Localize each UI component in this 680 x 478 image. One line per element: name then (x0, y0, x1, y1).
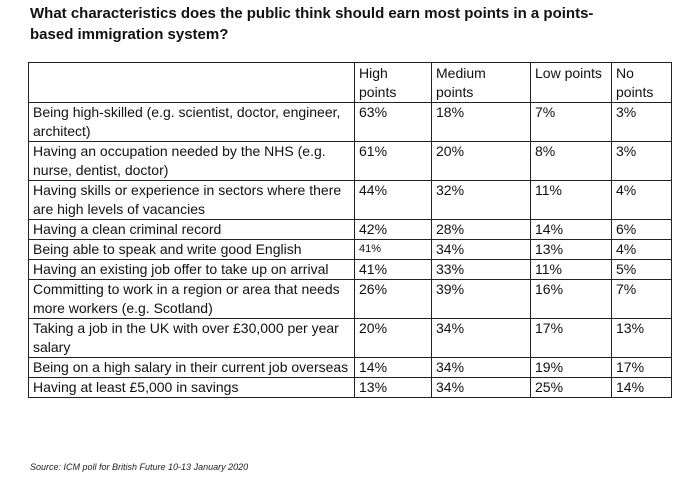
cell-high: 63% (355, 103, 432, 142)
cell-none: 3% (612, 142, 672, 181)
table-row (29, 280, 672, 319)
cell-high: 42% (355, 220, 432, 240)
cell-none: 3% (612, 103, 672, 142)
cell-medium: 34% (432, 240, 531, 260)
table-row (29, 240, 672, 260)
cell-high: 41% (355, 260, 432, 280)
cell-medium: 33% (432, 260, 531, 280)
cell-low: 11% (531, 181, 612, 220)
cell-none: 4% (612, 240, 672, 260)
row-label: Having an occupation needed by the NHS (e.g. nurse, dentist, doctor) (29, 142, 355, 181)
table-row (29, 181, 672, 220)
cell-medium: 39% (432, 280, 531, 319)
cell-low: 11% (531, 260, 612, 280)
cell-none: 5% (612, 260, 672, 280)
cell-low: 17% (531, 319, 612, 358)
cell-none: 7% (612, 280, 672, 319)
cell-low: 25% (531, 378, 612, 398)
source-note: Source: ICM poll for British Future 10-13 January 2020 (30, 462, 249, 472)
table-row (29, 378, 672, 398)
survey-table (28, 62, 672, 398)
table-row (29, 142, 672, 181)
row-label: Having an existing job offer to take up on arrival (29, 260, 355, 280)
cell-medium: 28% (432, 220, 531, 240)
table-row (29, 319, 672, 358)
header-cell-low-points: Low points (531, 63, 612, 103)
row-label: Having a clean criminal record (29, 220, 355, 240)
cell-low: 8% (531, 142, 612, 181)
cell-none: 13% (612, 319, 672, 358)
cell-medium: 34% (432, 319, 531, 358)
cell-high: 41% (355, 240, 432, 260)
cell-medium: 34% (432, 378, 531, 398)
row-label: Being on a high salary in their current job overseas (29, 358, 355, 378)
cell-low: 14% (531, 220, 612, 240)
row-label: Committing to work in a region or area that needs more workers (e.g. Scotland) (29, 280, 355, 319)
cell-none: 17% (612, 358, 672, 378)
table-title: What characteristics does the public think should earn most points in a points-based immigration system? (30, 5, 594, 43)
cell-medium: 34% (432, 358, 531, 378)
cell-high: 14% (355, 358, 432, 378)
header-cell-medium-points: Medium points (432, 63, 531, 103)
table-row (29, 103, 672, 142)
cell-medium: 18% (432, 103, 531, 142)
header-cell-high-points: High points (355, 63, 432, 103)
cell-high: 61% (355, 142, 432, 181)
cell-high: 44% (355, 181, 432, 220)
cell-high: 26% (355, 280, 432, 319)
table-row (29, 220, 672, 240)
cell-low: 7% (531, 103, 612, 142)
cell-low: 13% (531, 240, 612, 260)
header-cell-no-points: No points (612, 63, 672, 103)
row-label: Taking a job in the UK with over £30,000 per year salary (29, 319, 355, 358)
cell-high: 13% (355, 378, 432, 398)
table-row (29, 260, 672, 280)
row-label: Being high-skilled (e.g. scientist, doctor, engineer, architect) (29, 103, 355, 142)
row-label: Being able to speak and write good English (29, 240, 355, 260)
cell-none: 14% (612, 378, 672, 398)
table-row (29, 358, 672, 378)
row-label: Having skills or experience in sectors where there are high levels of vacancies (29, 181, 355, 220)
cell-medium: 20% (432, 142, 531, 181)
cell-low: 19% (531, 358, 612, 378)
header-cell-blank (29, 63, 355, 103)
cell-high: 20% (355, 319, 432, 358)
cell-medium: 32% (432, 181, 531, 220)
cell-low: 16% (531, 280, 612, 319)
row-label: Having at least £5,000 in savings (29, 378, 355, 398)
cell-none: 6% (612, 220, 672, 240)
cell-none: 4% (612, 181, 672, 220)
header-row (29, 63, 672, 103)
